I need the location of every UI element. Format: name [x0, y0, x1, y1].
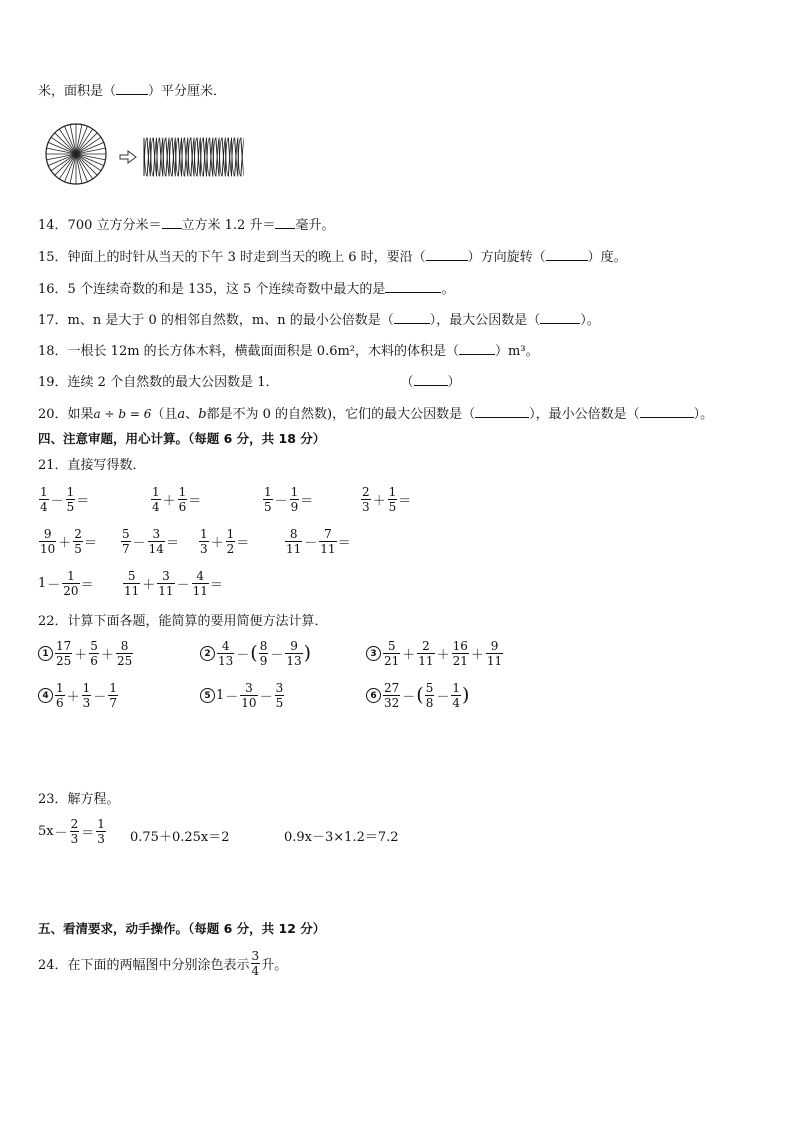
- answer-blank[interactable]: [116, 82, 148, 95]
- fraction: [151, 486, 161, 513]
- math-symbol: ): [303, 642, 312, 664]
- denominator: 11: [286, 542, 302, 556]
- q17-text: 17．m、n 是大于 0 的相邻自然数，m、n 的最小公倍数是（ ），最大公因数是（ ）。: [38, 313, 600, 328]
- answer-blank[interactable]: [475, 405, 529, 418]
- q23-equation-2: 0.75＋0.25x＝2: [130, 830, 230, 845]
- numerator: 1: [178, 485, 187, 499]
- denominator: 3: [82, 696, 91, 710]
- denominator: 4: [452, 696, 461, 710]
- numerator: 8: [285, 528, 302, 542]
- math-symbol: (: [416, 684, 424, 706]
- fraction: [383, 640, 400, 667]
- numerator: 5: [383, 640, 400, 654]
- denominator: 25: [56, 654, 72, 668]
- math-symbol: ＋: [100, 648, 114, 663]
- numerator: 3: [251, 949, 260, 963]
- denominator: 5: [275, 696, 284, 710]
- fraction: [290, 486, 300, 513]
- q21-title: 21．直接写得数．: [38, 458, 146, 473]
- math-symbol: ＝: [81, 826, 95, 841]
- denominator: 11: [124, 584, 140, 598]
- math-symbol: －: [54, 826, 68, 841]
- denominator: 13: [286, 654, 302, 668]
- math-symbol: ＋: [402, 648, 416, 663]
- answer-blank[interactable]: [426, 248, 468, 261]
- numerator: 2: [362, 485, 370, 499]
- numerator: 3: [240, 682, 257, 696]
- denominator: 8: [425, 696, 434, 710]
- math-symbol: －: [304, 536, 318, 551]
- answer-blank[interactable]: [459, 342, 495, 355]
- fraction: [319, 528, 336, 555]
- denominator: 2: [226, 542, 235, 556]
- answer-blank[interactable]: [540, 311, 580, 324]
- numerator: 1: [66, 485, 75, 499]
- arrow-icon: [120, 151, 136, 163]
- denominator: 7: [122, 542, 130, 556]
- math-symbol: －: [259, 690, 273, 705]
- numerator: 2: [417, 640, 434, 654]
- fraction: [451, 682, 461, 709]
- sector-circle: [46, 124, 106, 184]
- numerator: 8: [259, 639, 268, 653]
- answer-blank[interactable]: [394, 311, 430, 324]
- fraction: [192, 570, 209, 597]
- fraction: [199, 528, 209, 555]
- q19-text: 19．连续 2 个自然数的最大公因数是 1． （ ）: [38, 375, 461, 390]
- answer-blank[interactable]: [162, 216, 182, 229]
- numerator: 16: [452, 639, 468, 653]
- fraction: [383, 682, 400, 709]
- numerator: 9: [486, 640, 503, 654]
- numerator: 1: [388, 485, 397, 499]
- denominator: 14: [148, 542, 164, 556]
- denominator: 4: [152, 500, 160, 514]
- rearranged-strip: [144, 138, 244, 176]
- math-symbol: －: [176, 578, 190, 593]
- numerator: 9: [39, 528, 56, 542]
- denominator: 5: [264, 500, 272, 514]
- section-5-title: 五、看清要求，动手操作。（每题 6 分，共 12 分）: [38, 921, 326, 936]
- numerator: 5: [425, 681, 434, 695]
- denominator: 25: [116, 654, 133, 668]
- fraction: [178, 486, 188, 513]
- fraction: [55, 682, 65, 709]
- q23-title: 23．解方程。: [38, 792, 120, 807]
- denominator: 11: [320, 542, 336, 556]
- circled-number: 5: [200, 688, 215, 703]
- numerator: 1: [56, 681, 64, 695]
- math-symbol: －: [93, 690, 107, 705]
- fraction: [157, 570, 174, 597]
- circled-number: 6: [366, 688, 381, 703]
- fraction: [486, 640, 503, 667]
- fraction: [251, 950, 261, 977]
- q21-item-2: $\frac{1}{4}$ ＋ $\frac{1}{6}$ ＝: [152, 485, 202, 514]
- q20-text: 20．如果a ÷ b = 6（且a、b都是不为 0 的自然数)，它们的最大公因数是（ ），最小公倍数是（ ）。: [38, 407, 714, 422]
- answer-blank[interactable]: [275, 216, 295, 229]
- denominator: 9: [290, 500, 299, 514]
- math-symbol: ): [462, 684, 470, 706]
- fraction: [62, 570, 79, 597]
- numerator: 3: [275, 681, 284, 695]
- numerator: 4: [192, 570, 209, 584]
- fraction: [285, 528, 302, 555]
- fraction: [123, 570, 140, 597]
- math-symbol: －: [50, 494, 64, 509]
- numerator: 8: [116, 640, 133, 654]
- q24-text: 24．在下面的两幅图中分别涂色表示 $\frac{3}{4}$ 升。: [38, 949, 288, 978]
- math-symbol: (: [250, 642, 258, 664]
- fraction: [263, 486, 273, 513]
- fraction: [148, 528, 165, 555]
- q22-item-2: [200, 640, 311, 667]
- math-symbol: －: [47, 578, 61, 593]
- math-symbol: ＋: [142, 578, 156, 593]
- fraction: [417, 640, 434, 667]
- answer-blank[interactable]: [640, 405, 694, 418]
- fraction: [39, 486, 49, 513]
- denominator: 11: [158, 584, 174, 598]
- fraction: [259, 640, 269, 667]
- denominator: 3: [200, 542, 208, 556]
- denominator: 6: [90, 654, 98, 668]
- fraction: [121, 528, 131, 555]
- fraction: [108, 682, 118, 709]
- numerator: 1: [200, 527, 208, 541]
- circle-to-strip-figure: [40, 118, 250, 190]
- fraction: [82, 682, 92, 709]
- q22-title: 22．计算下面各题，能简算的要用简便方法计算．: [38, 614, 328, 629]
- circled-number: 1: [38, 646, 53, 661]
- denominator: 11: [192, 584, 208, 598]
- numerator: 3: [157, 570, 174, 584]
- circled-number: 4: [38, 688, 53, 703]
- numerator: 1: [97, 817, 105, 831]
- denominator: 11: [486, 654, 503, 668]
- denominator: 11: [418, 654, 434, 668]
- numerator: 1: [62, 570, 79, 584]
- q21-item-9: 1 － $\frac{1}{20}$ ＝: [38, 569, 94, 598]
- numerator: 5: [123, 570, 140, 584]
- circled-number: 2: [200, 646, 215, 661]
- denominator: 3: [362, 500, 370, 514]
- math-symbol: －: [274, 494, 288, 509]
- denominator: 9: [259, 654, 268, 668]
- q22-item-6: [366, 682, 469, 709]
- numerator: 1: [264, 485, 272, 499]
- fraction: [285, 640, 302, 667]
- numerator: 1: [290, 485, 299, 499]
- fraction: [226, 528, 236, 555]
- numerator: 5: [122, 527, 130, 541]
- q14-text: 14．700 立方分米＝ 立方米 1.2 升＝ 毫升。: [38, 218, 335, 233]
- q22-item-5: 5 1 － $\frac{3}{10}$ － $\frac{3}{5}$: [200, 682, 285, 709]
- q21-item-10: $\frac{5}{11}$ ＋ $\frac{3}{11}$ － $\frac{4}{11}$ ＝: [124, 569, 223, 598]
- numerator: 2: [70, 817, 79, 831]
- numerator: 1: [452, 681, 461, 695]
- fraction: [425, 682, 435, 709]
- numerator: 2: [74, 527, 82, 541]
- denominator: 3: [97, 832, 105, 846]
- q13-text: 米，面积是（ ）平分厘米．: [38, 84, 227, 99]
- denominator: 5: [66, 500, 75, 514]
- math-symbol: －: [236, 648, 250, 663]
- fraction: [452, 640, 469, 667]
- fraction: [70, 818, 80, 845]
- numerator: 7: [319, 528, 336, 542]
- math-symbol: ＋: [372, 494, 386, 509]
- numerator: 27: [384, 681, 400, 695]
- fraction: [388, 486, 398, 513]
- math-symbol: －: [225, 690, 239, 705]
- numerator: 1: [152, 485, 160, 499]
- circled-number: 3: [366, 646, 381, 661]
- numerator: 9: [285, 640, 302, 654]
- answer-blank[interactable]: [414, 373, 448, 386]
- numerator: 17: [56, 639, 72, 653]
- math-symbol: ＋: [74, 648, 88, 663]
- q18-text: 18．一根长 12m 的长方体木料，横截面面积是 0.6m²，木料的体积是（ ）m³。: [38, 344, 539, 359]
- fraction: [89, 640, 99, 667]
- denominator: 5: [388, 500, 397, 514]
- numerator: 3: [148, 528, 165, 542]
- q22-item-4: [38, 682, 119, 709]
- numerator: 1: [109, 681, 117, 695]
- q21-item-4: $\frac{2}{3}$ ＋ $\frac{1}{5}$ ＝: [362, 485, 412, 514]
- math-symbol: ＋: [162, 494, 176, 509]
- fraction: [240, 682, 257, 709]
- fraction: [39, 528, 56, 555]
- fraction: [275, 682, 285, 709]
- numerator: 1: [40, 485, 48, 499]
- q23-equation-3: 0.9x－3×1.2＝7.2: [284, 830, 399, 845]
- math-symbol: ＋: [470, 648, 484, 663]
- math-symbol: －: [436, 690, 450, 705]
- section-4-title: 四、注意审题，用心计算。（每题 6 分，共 18 分）: [38, 431, 326, 446]
- denominator: 13: [218, 654, 234, 668]
- fraction: [55, 640, 72, 667]
- denominator: 7: [109, 696, 117, 710]
- math-symbol: －: [270, 648, 284, 663]
- denominator: 21: [452, 654, 468, 668]
- math-symbol: ＋: [58, 536, 72, 551]
- q16-text: 16．5 个连续奇数的和是 135，这 5 个连续奇数中最大的是 。: [38, 282, 455, 297]
- fraction: [73, 528, 83, 555]
- fraction: [361, 486, 371, 513]
- q21-item-5: $\frac{9}{10}$ ＋ $\frac{2}{5}$ ＝: [40, 527, 97, 556]
- fraction: [116, 640, 133, 667]
- denominator: 4: [40, 500, 48, 514]
- denominator: 21: [384, 654, 400, 668]
- numerator: 4: [217, 640, 234, 654]
- fraction: [217, 640, 234, 667]
- fraction: [66, 486, 76, 513]
- denominator: 5: [74, 542, 82, 556]
- math-symbol: ＋: [436, 648, 450, 663]
- denominator: 10: [40, 542, 56, 556]
- denominator: 20: [63, 584, 79, 598]
- q21-item-7: $\frac{1}{3}$ ＋ $\frac{1}{2}$ ＝: [200, 527, 250, 556]
- denominator: 6: [178, 500, 187, 514]
- denominator: 32: [384, 696, 400, 710]
- math-symbol: －: [402, 690, 416, 705]
- denominator: 10: [241, 696, 257, 710]
- math-symbol: ＋: [210, 536, 224, 551]
- answer-blank[interactable]: [546, 248, 588, 261]
- numerator: 1: [226, 527, 235, 541]
- numerator: 5: [90, 639, 98, 653]
- math-symbol: －: [132, 536, 146, 551]
- denominator: 3: [70, 832, 79, 846]
- denominator: 4: [251, 964, 260, 978]
- q21-item-3: $\frac{1}{5}$ － $\frac{1}{9}$ ＝: [264, 485, 314, 514]
- q21-item-8: $\frac{8}{11}$ － $\frac{7}{11}$ ＝: [286, 527, 351, 556]
- q15-text: 15．钟面上的时针从当天的下午 3 时走到当天的晚上 6 时，要沿（ ）方向旋转（ ）度。: [38, 250, 627, 265]
- fraction: [96, 818, 106, 845]
- q22-item-3: [366, 640, 504, 667]
- q22-item-1: [38, 640, 134, 667]
- answer-blank[interactable]: [385, 280, 441, 293]
- numerator: 1: [82, 681, 91, 695]
- denominator: 6: [56, 696, 64, 710]
- q21-item-1: $\frac{1}{4}$ － $\frac{1}{5}$ ＝: [40, 485, 90, 514]
- q23-equation-1: 5x － $\frac{2}{3}$ ＝ $\frac{1}{3}$: [38, 817, 105, 846]
- math-symbol: ＋: [66, 690, 80, 705]
- q21-item-6: $\frac{5}{7}$ － $\frac{3}{14}$ ＝: [122, 527, 179, 556]
